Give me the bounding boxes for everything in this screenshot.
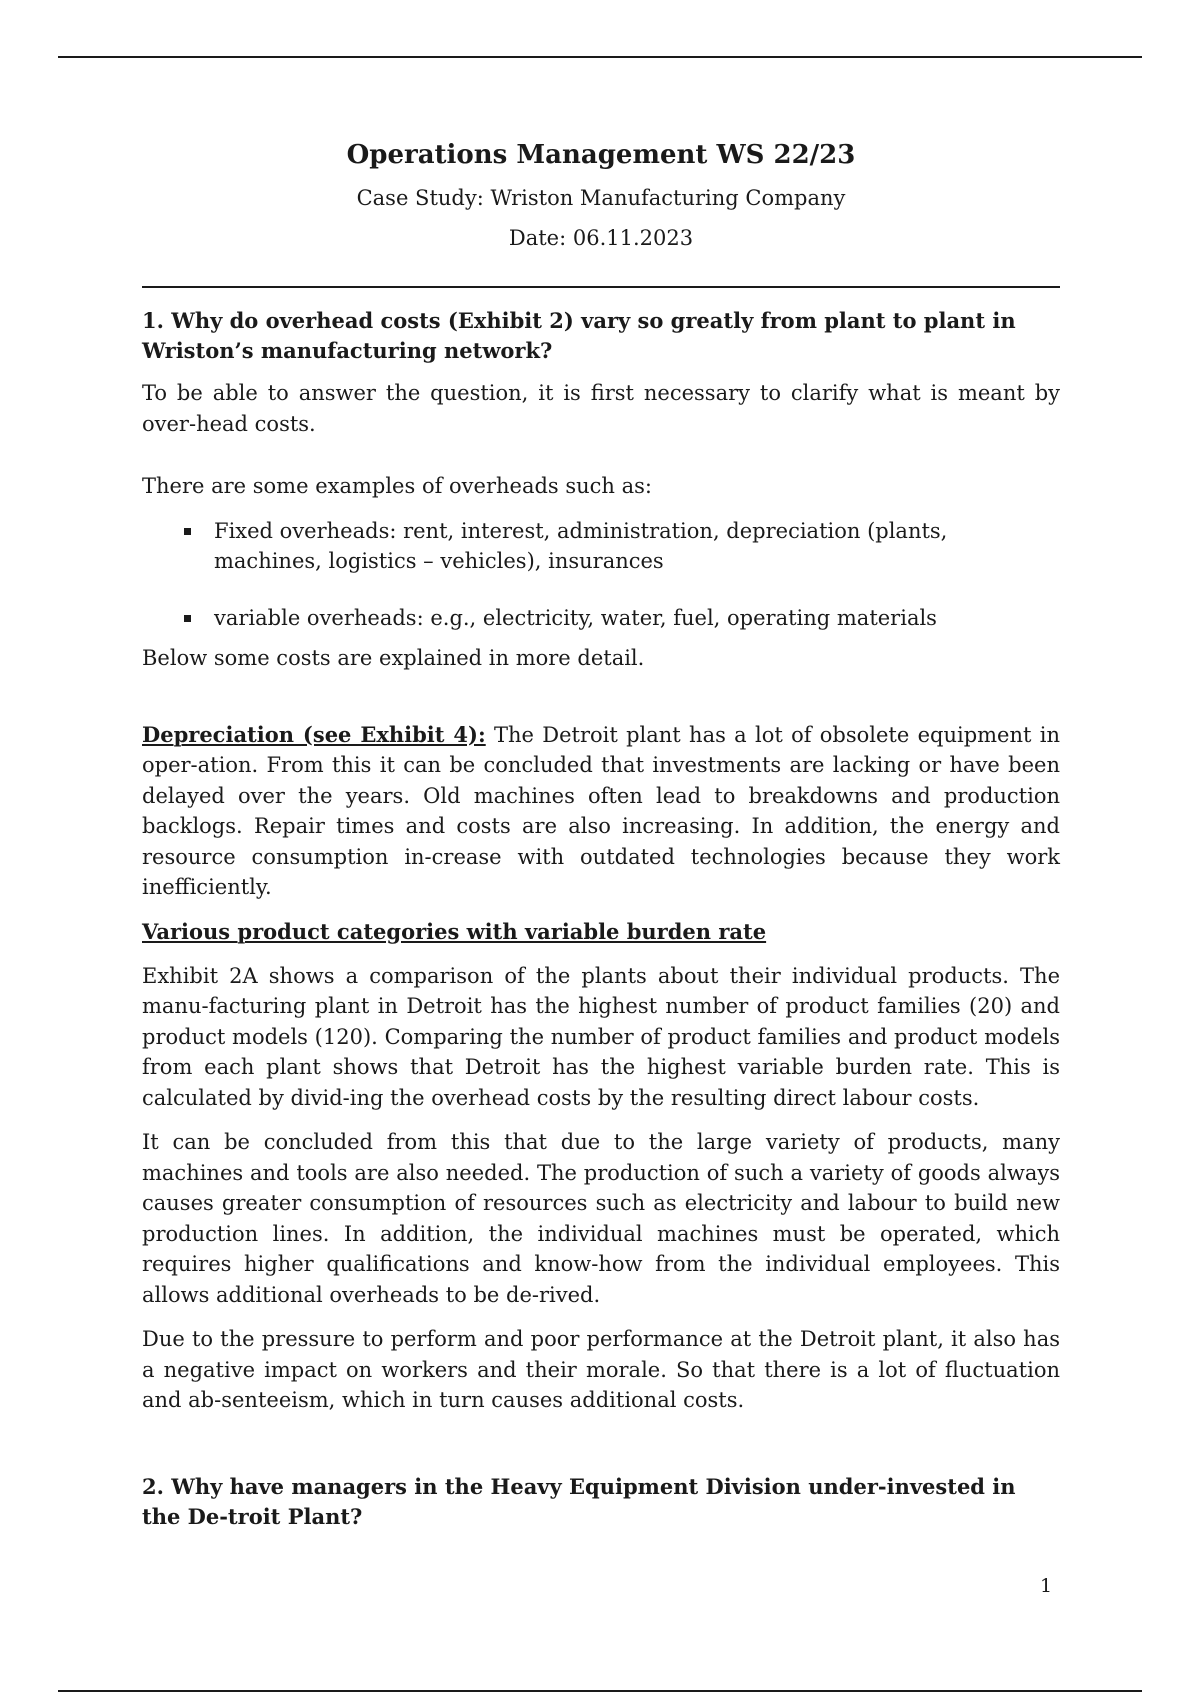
product-paragraph-1: Exhibit 2A shows a comparison of the plants about their individual products. The manu-facturing plant in Detroit has the highest number of product families (20) and product models (120). Comparing the number of product families and product models from each plant shows that Detroit has the highest variable burden rate. This is calculated by divid-ing the overhead costs by the resulting direct labour costs. (142, 963, 1060, 1110)
examples-intro: There are some examples of overheads such as: (142, 474, 653, 498)
page-number: 1 (1040, 1575, 1053, 1597)
overhead-examples-list (142, 516, 1060, 634)
top-rule (58, 56, 1142, 58)
bottom-rule (58, 1690, 1142, 1692)
list-item (142, 516, 1060, 577)
product-categories-subheading: Various product categories with variable burden rate (142, 918, 767, 944)
list-item-text: variable overheads: e.g., electricity, water, fuel, operating materials (214, 605, 937, 630)
depreciation-label: Depreciation (see Exhibit 4): (142, 721, 486, 747)
list-item (142, 603, 1060, 634)
document-page (142, 140, 1060, 1544)
square-bullet-icon (184, 528, 191, 535)
product-paragraph-3: Due to the pressure to perform and poor performance at the Detroit plant, it also has a negative impact on workers and their morale. So that there is a lot of fluctuation and ab-senteeism, which in turn causes additional costs. (142, 1327, 1060, 1412)
question-2-heading: 2. Why have managers in the Heavy Equipment Division under-invested in the De-troit Plant? (142, 1473, 1016, 1529)
intro-paragraph: To be able to answer the question, it is first necessary to clarify what is meant by over-head costs. (142, 381, 1060, 436)
document-date: Date: 06.11.2023 (508, 226, 694, 250)
depreciation-text: The Detroit plant has a lot of obsolete equipment in oper-ation. From this it can be concluded that investments are lacking or have been delayed over the years. Old machines often lead to breakdowns and production backlogs. Repair times and costs are also increasing. In addition, the energy and resource consumption in-crease with outdated technologies because they work inefficiently. (142, 722, 1060, 899)
document-subtitle: Case Study: Wriston Manufacturing Company (356, 186, 846, 210)
list-item-text: Fixed overheads: rent, interest, administration, depreciation (plants, machines, logistics – vehicles), insurances (214, 518, 948, 573)
document-title: Operations Management WS 22/23 (346, 140, 856, 170)
square-bullet-icon (184, 615, 191, 622)
below-paragraph: Below some costs are explained in more detail. (142, 646, 645, 670)
product-paragraph-2: It can be concluded from this that due to the large variety of products, many machines and tools are also needed. The production of such a variety of goods always causes greater consumption of resources such as electricity and labour to build new production lines. In addition, the individual machines must be operated, which requires higher qualifications and know-how from the individual employees. This allows additional overheads to be de-rived. (142, 1130, 1060, 1307)
depreciation-paragraph (142, 720, 1060, 903)
header-divider (142, 286, 1060, 288)
question-1-heading: 1. Why do overhead costs (Exhibit 2) vary so greatly from plant to plant in Wriston’s manufacturing network? (142, 308, 1016, 363)
